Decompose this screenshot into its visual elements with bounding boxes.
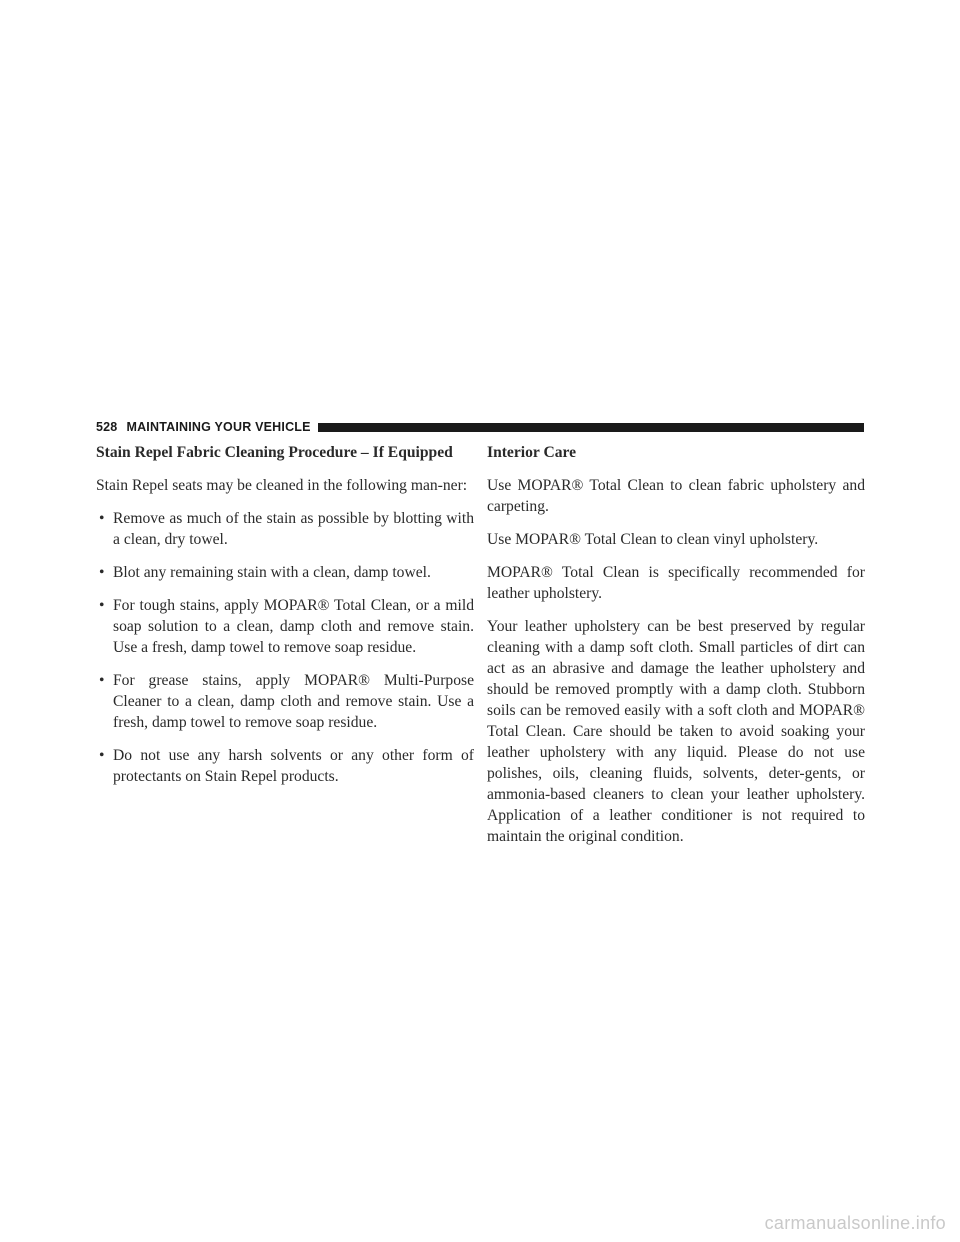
bullet-icon: •: [99, 747, 105, 764]
paragraph: MOPAR® Total Clean is specifically recommended for leather upholstery.: [487, 564, 865, 602]
paragraph: Your leather upholstery can be best preserved by regular cleaning with a damp soft cloth. Small particles of dirt can act as an abrasive and damage the leather upholstery and should be removed promptly with a damp cloth. Stubborn soils can be removed easily with a soft cloth and MOPAR® Total Clean. Care should be taken to avoid soaking your leather upholstery with any liquid. Please do not use polishes, oils, cleaning fluids, solvents, deter-gents, or ammonia-based cleaners to clean your leather upholstery. Application of a leather conditioner is not required to maintain the original condition.: [487, 618, 865, 845]
list-item-text: For grease stains, apply MOPAR® Multi-Purpose Cleaner to a clean, damp cloth and remove stain. Use a fresh, damp towel to remove soap residue.: [113, 672, 474, 731]
paragraph: Use MOPAR® Total Clean to clean fabric upholstery and carpeting.: [487, 477, 865, 515]
header-rule: [318, 423, 864, 432]
interior-care-heading: Interior Care: [487, 444, 577, 461]
list-item: [96, 745, 474, 787]
list-item-text: Do not use any harsh solvents or any other form of protectants on Stain Repel products.: [113, 747, 474, 785]
bullet-icon: •: [99, 564, 105, 581]
list-item: [96, 595, 474, 658]
bullet-icon: •: [99, 510, 105, 527]
paragraph: Use MOPAR® Total Clean to clean vinyl upholstery.: [487, 531, 819, 548]
bullet-icon: •: [99, 597, 105, 614]
watermark: carmanualsonline.info: [764, 1213, 946, 1233]
page-number: 528: [96, 420, 118, 434]
list-item: [96, 562, 474, 583]
list-item: [96, 670, 474, 733]
right-column: [487, 442, 865, 847]
list-item: [96, 508, 474, 550]
stain-repel-steps: [96, 508, 474, 787]
list-item-text: For tough stains, apply MOPAR® Total Clean, or a mild soap solution to a clean, damp cloth and remove stain. Use a fresh, damp towel to remove soap residue.: [113, 597, 474, 656]
left-column: [96, 442, 474, 799]
section-title: MAINTAINING YOUR VEHICLE: [126, 420, 311, 434]
list-item-text: Blot any remaining stain with a clean, damp towel.: [113, 564, 431, 581]
bullet-icon: •: [99, 672, 105, 689]
page-header: [96, 417, 864, 437]
list-item-text: Remove as much of the stain as possible by blotting with a clean, dry towel.: [113, 510, 474, 548]
stain-repel-intro: Stain Repel seats may be cleaned in the following man-ner:: [96, 477, 468, 494]
stain-repel-heading: Stain Repel Fabric Cleaning Procedure – If Equipped: [96, 444, 453, 461]
